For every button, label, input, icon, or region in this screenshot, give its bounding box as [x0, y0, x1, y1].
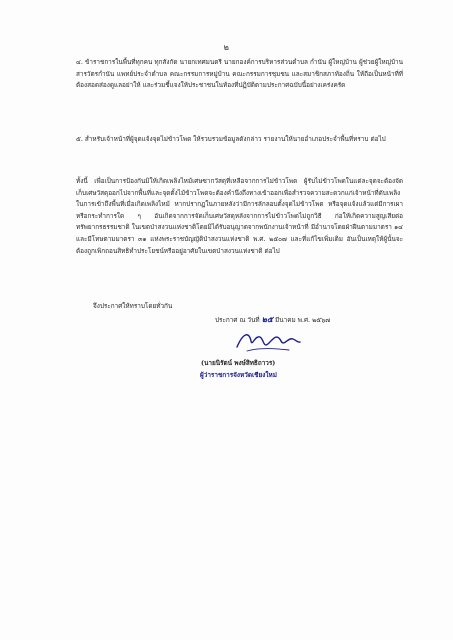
signatory-title: ผู้ว่าราชการจังหวัดเชียงใหม่	[200, 371, 277, 379]
date-line	[215, 314, 330, 326]
paragraph-report: ๕. สำหรับเจ้าหน้าที่ผู้จุดแจ้งจุดไม่ข้าวโพด ให้รวบรวมข้อมูลดังกล่าว รายงานให้นายอำเภอประจำพื้นที่ทราบ ต่อไป	[76, 135, 386, 143]
date-prefix: ประกาศ ณ วันที่	[215, 316, 260, 324]
paragraph-warning: ทั้งนี้ เพื่อเป็นการป้องกันมิให้เกิดเพลิงไหม้เศษซากวัสดุที่เหลือจากการไม่ข้าวโพด ผู้รับไม่ข้าวโพดในแต่ละจุดจะต้องจัดเก็บเศษวัสดุออกไปจากพื้นที่และจุดตั้งไม้ข้าวโพดจะต้องคำนึงถึงทางเข้าออกเพื่อสำรวจความสะดวกแก่เจ้าหน้าที่ดับเพลิงในการเข้าถึงพื้นที่เมื่อเกิดเพลิงไหม้ หากปรากฏในภายหลังว่ามีการลักลอบตั้งจุดไม่ข้าวโพด หรือจุดแจ้งแล้วแต่มีการเผาหรือกระทำการใด ๆ อันเกิดจากการจัดเก็บเศษวัสดุหลังจากการไม่ข้าวโพดไม่ถูกวิธี ก่อให้เกิดความสูญเสียต่อทรัพยากรธรรมชาติ ในเขตป่าสงวนแห่งชาติโดยมิได้รับอนุญาตจากพนักงานเจ้าหน้าที่ มีอำนาจโดยฝ่าฝืนตามมาตรา ๑๔ และมีโทษตามมาตรา ๓๑ แห่งพระราชบัญญัติป่าสงวนแห่งชาติ พ.ศ. ๒๕๐๗ และที่แก้ไขเพิ่มเติม อันเป็นเหตุให้ผู้นั้นจะต้องถูกเพิกถอนสิทธิทำประโยชน์หรืออยู่อาศัยในเขตป่าสงวนแห่งชาติ ต่อไป	[76, 177, 403, 255]
date-month-year: มีนาคม พ.ศ. ๒๕๖๗	[275, 316, 330, 324]
date-day-handwritten: ๒๕	[261, 315, 273, 324]
handwritten-signature	[233, 327, 303, 355]
signatory-name: (นายนิรัตน์ พงษ์สิทธิถาวร)	[201, 359, 276, 367]
page-number: ๒	[223, 43, 230, 52]
closing-notice: จึงประกาศให้ทราบโดยทั่วกัน	[93, 302, 173, 310]
paragraph-officials: ๔. ข้าราชการในพื้นที่ทุกคน ทุกสังกัด นายกเทศมนตรี นายกองค์การบริหารส่วนตำบล กำนัน ผู้ใหญ่บ้าน ผู้ช่วยผู้ใหญ่บ้าน สารวัตรกำนัน แพทย์ประจำตำบล คณะกรรมการหมู่บ้าน คณะกรรมการชุมชน และสมาชิกสภาท้องถิ่น ให้ถือเป็นหน้าที่ที่ต้องสอดส่องดูแลอย่าให้ และร่วมชี้แจงให้ประชาชนในท้องที่ปฏิบัติตามประกาศฉบับนี้อย่างเคร่งครัด	[76, 58, 403, 90]
